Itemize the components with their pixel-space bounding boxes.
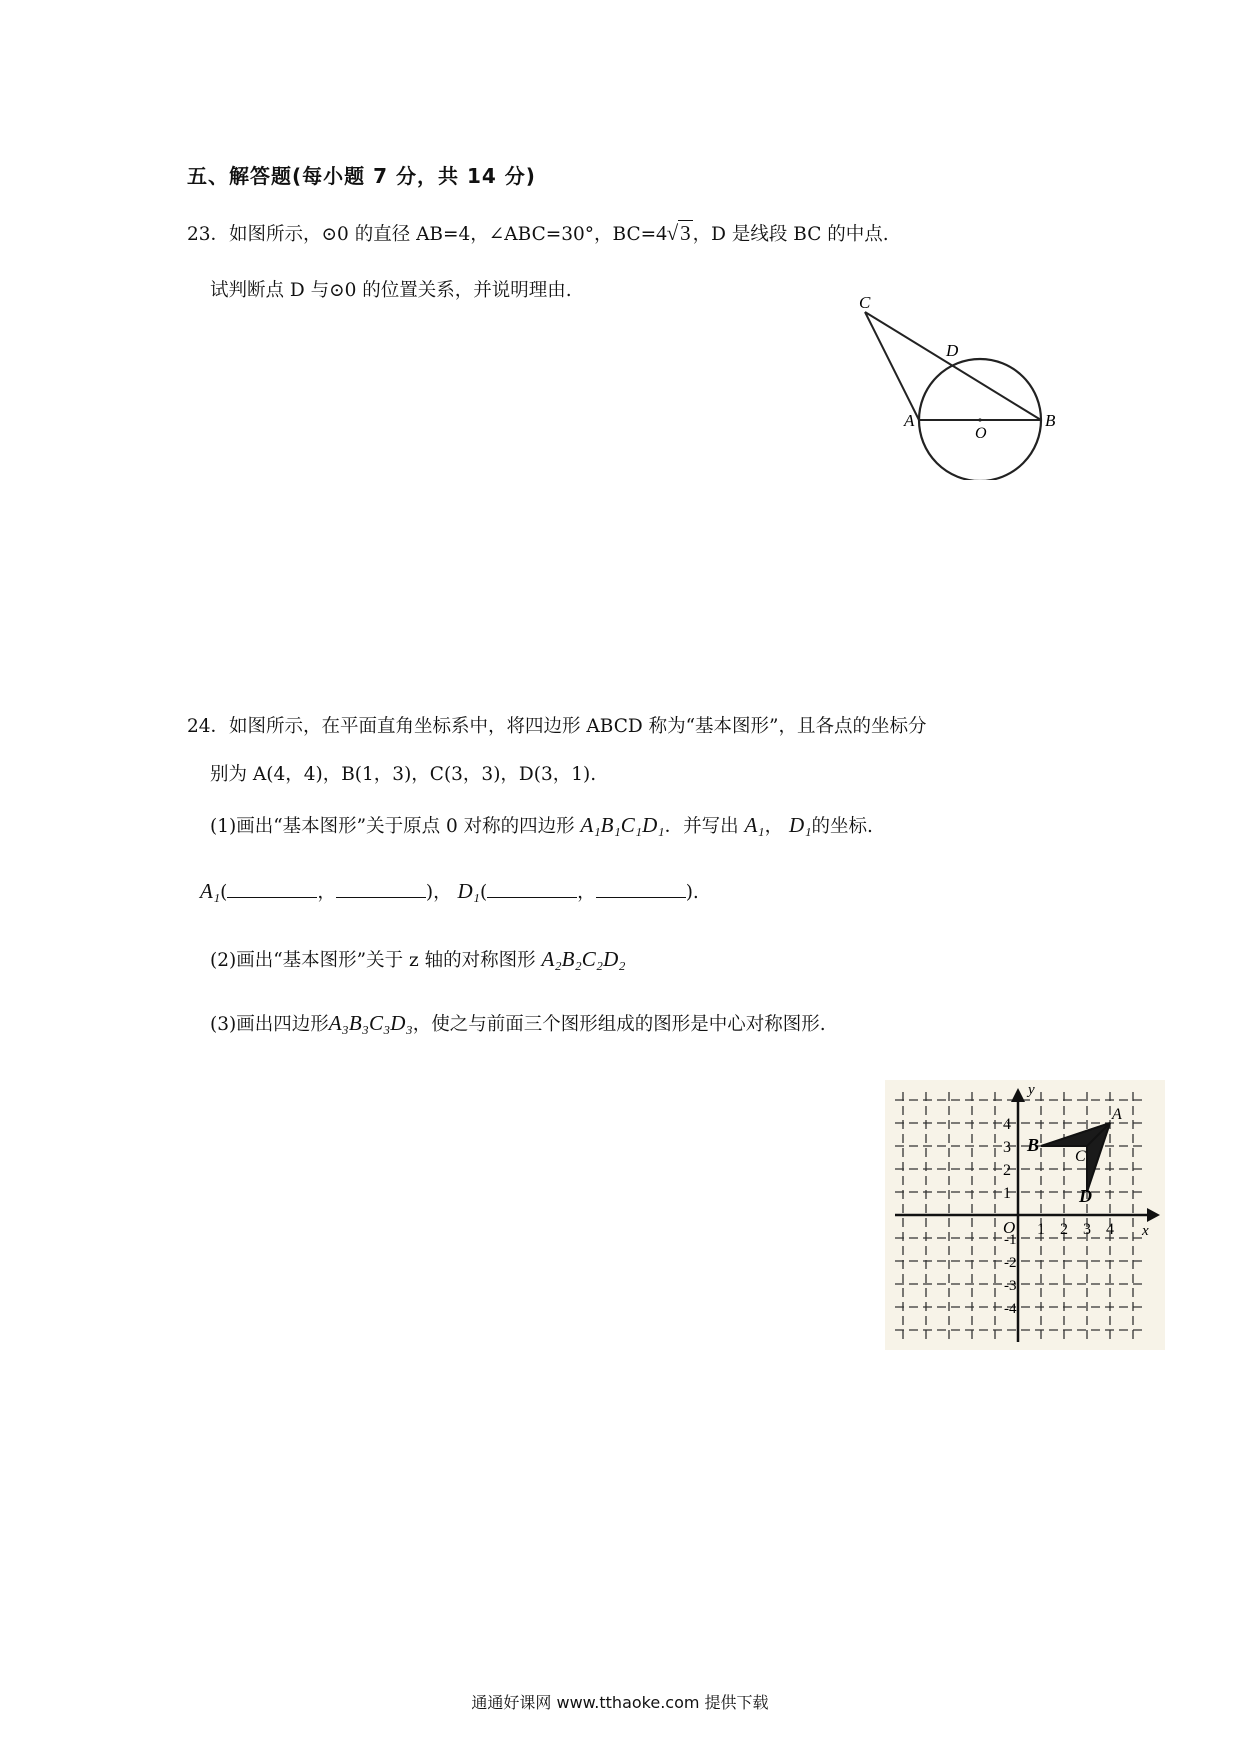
y-tick-label: 2 — [1003, 1162, 1011, 1179]
y-tick-label: -1 — [1004, 1232, 1017, 1248]
sqrt-sign: √ — [666, 221, 679, 245]
q24-answer-line — [200, 878, 699, 906]
q24-line1: 24．如图所示，在平面直角坐标系中，将四边形 ABCD 称为“基本图形”，且各点的坐标分 — [187, 716, 927, 737]
label-d: D — [946, 341, 959, 360]
label-b: B — [1045, 411, 1056, 430]
answer-a1-open: ( — [220, 882, 228, 903]
a1-x-blank[interactable] — [227, 879, 317, 898]
point-c-label: C — [1075, 1148, 1086, 1165]
point-a-label: A — [1112, 1106, 1122, 1123]
q23-circle-figure — [855, 290, 1075, 480]
part3-shape: A₃B₃C₃D₃ — [328, 1011, 413, 1035]
answer-d1-open: ( — [479, 882, 488, 903]
d1-x-blank[interactable] — [487, 879, 577, 898]
x-tick-label: 1 — [1037, 1221, 1045, 1238]
answer-d1-label: D₁ — [457, 879, 480, 903]
y-tick-label: -2 — [1004, 1255, 1017, 1271]
d1-y-blank[interactable] — [596, 879, 686, 898]
y-tick-label: 1 — [1003, 1185, 1011, 1202]
origin-label: O — [1003, 1218, 1016, 1237]
footer-source: 通通好课网 www.tthaoke.com 提供下载 — [471, 1693, 769, 1712]
point-b-label: B — [1027, 1135, 1040, 1155]
q24-part1 — [210, 812, 873, 840]
part1-d1: D₁ — [789, 813, 812, 837]
answer-a1-close: )， — [425, 882, 452, 903]
bc-value — [656, 220, 693, 246]
q23-line2: 试判断点 D 与⊙0 的位置关系，并说明理由. — [210, 280, 572, 301]
q24-line2: 别为 A(4，4)，B(1，3)，C(3，3)，D(3，1). — [210, 764, 597, 785]
x-tick-label: 4 — [1106, 1221, 1114, 1238]
y-tick-label: -4 — [1004, 1301, 1017, 1317]
x-tick-label: 3 — [1083, 1221, 1091, 1238]
label-o: O — [975, 425, 987, 442]
y-tick-label: 3 — [1003, 1139, 1011, 1156]
part1-mid: ．并写出 — [664, 816, 739, 837]
part3-suffix: ，使之与前面三个图形组成的图形是中心对称图形. — [412, 1014, 826, 1035]
answer-d1-comma: ， — [577, 882, 596, 903]
answer-d1-close: ). — [685, 882, 699, 903]
q24-coordinate-grid — [885, 1080, 1165, 1350]
y-axis-label: y — [1028, 1082, 1035, 1098]
answer-a1-label: A₁ — [200, 879, 221, 903]
answer-a1-comma: ， — [317, 882, 336, 903]
part1-sep: ， — [764, 816, 784, 837]
bc-coefficient: 4 — [656, 221, 667, 245]
x-axis-label: x — [1142, 1223, 1149, 1239]
q23-line1-prefix: 23．如图所示，⊙0 的直径 AB=4，∠ABC=30°，BC= — [187, 224, 657, 245]
q23-line1 — [187, 220, 889, 248]
label-a: A — [904, 411, 915, 430]
label-c: C — [859, 293, 871, 312]
part1-shape: A₁B₁C₁D₁ — [580, 813, 665, 837]
part2-prefix: (2)画出“基本图形”关于 z 轴的对称图形 — [210, 950, 536, 971]
y-tick-label: 4 — [1003, 1116, 1011, 1133]
q23-line1-suffix: ，D 是线段 BC 的中点. — [692, 224, 889, 245]
q24-part2 — [210, 946, 626, 974]
y-tick-label: -3 — [1004, 1278, 1017, 1294]
part1-prefix: (1)画出“基本图形”关于原点 0 对称的四边形 — [210, 816, 575, 837]
point-d-label: D — [1079, 1186, 1092, 1206]
x-tick-label: 2 — [1060, 1221, 1068, 1238]
part2-shape: A₂B₂C₂D₂ — [541, 947, 626, 971]
section-title: 五、解答题(每小题 7 分，共 14 分) — [187, 164, 536, 188]
center-point — [978, 418, 981, 421]
bc-radicand: 3 — [680, 221, 691, 245]
part1-a1: A₁ — [744, 813, 765, 837]
q24-part3 — [210, 1010, 826, 1038]
part3-prefix: (3)画出四边形 — [210, 1014, 329, 1035]
part1-suffix: 的坐标. — [811, 816, 873, 837]
a1-y-blank[interactable] — [336, 879, 426, 898]
